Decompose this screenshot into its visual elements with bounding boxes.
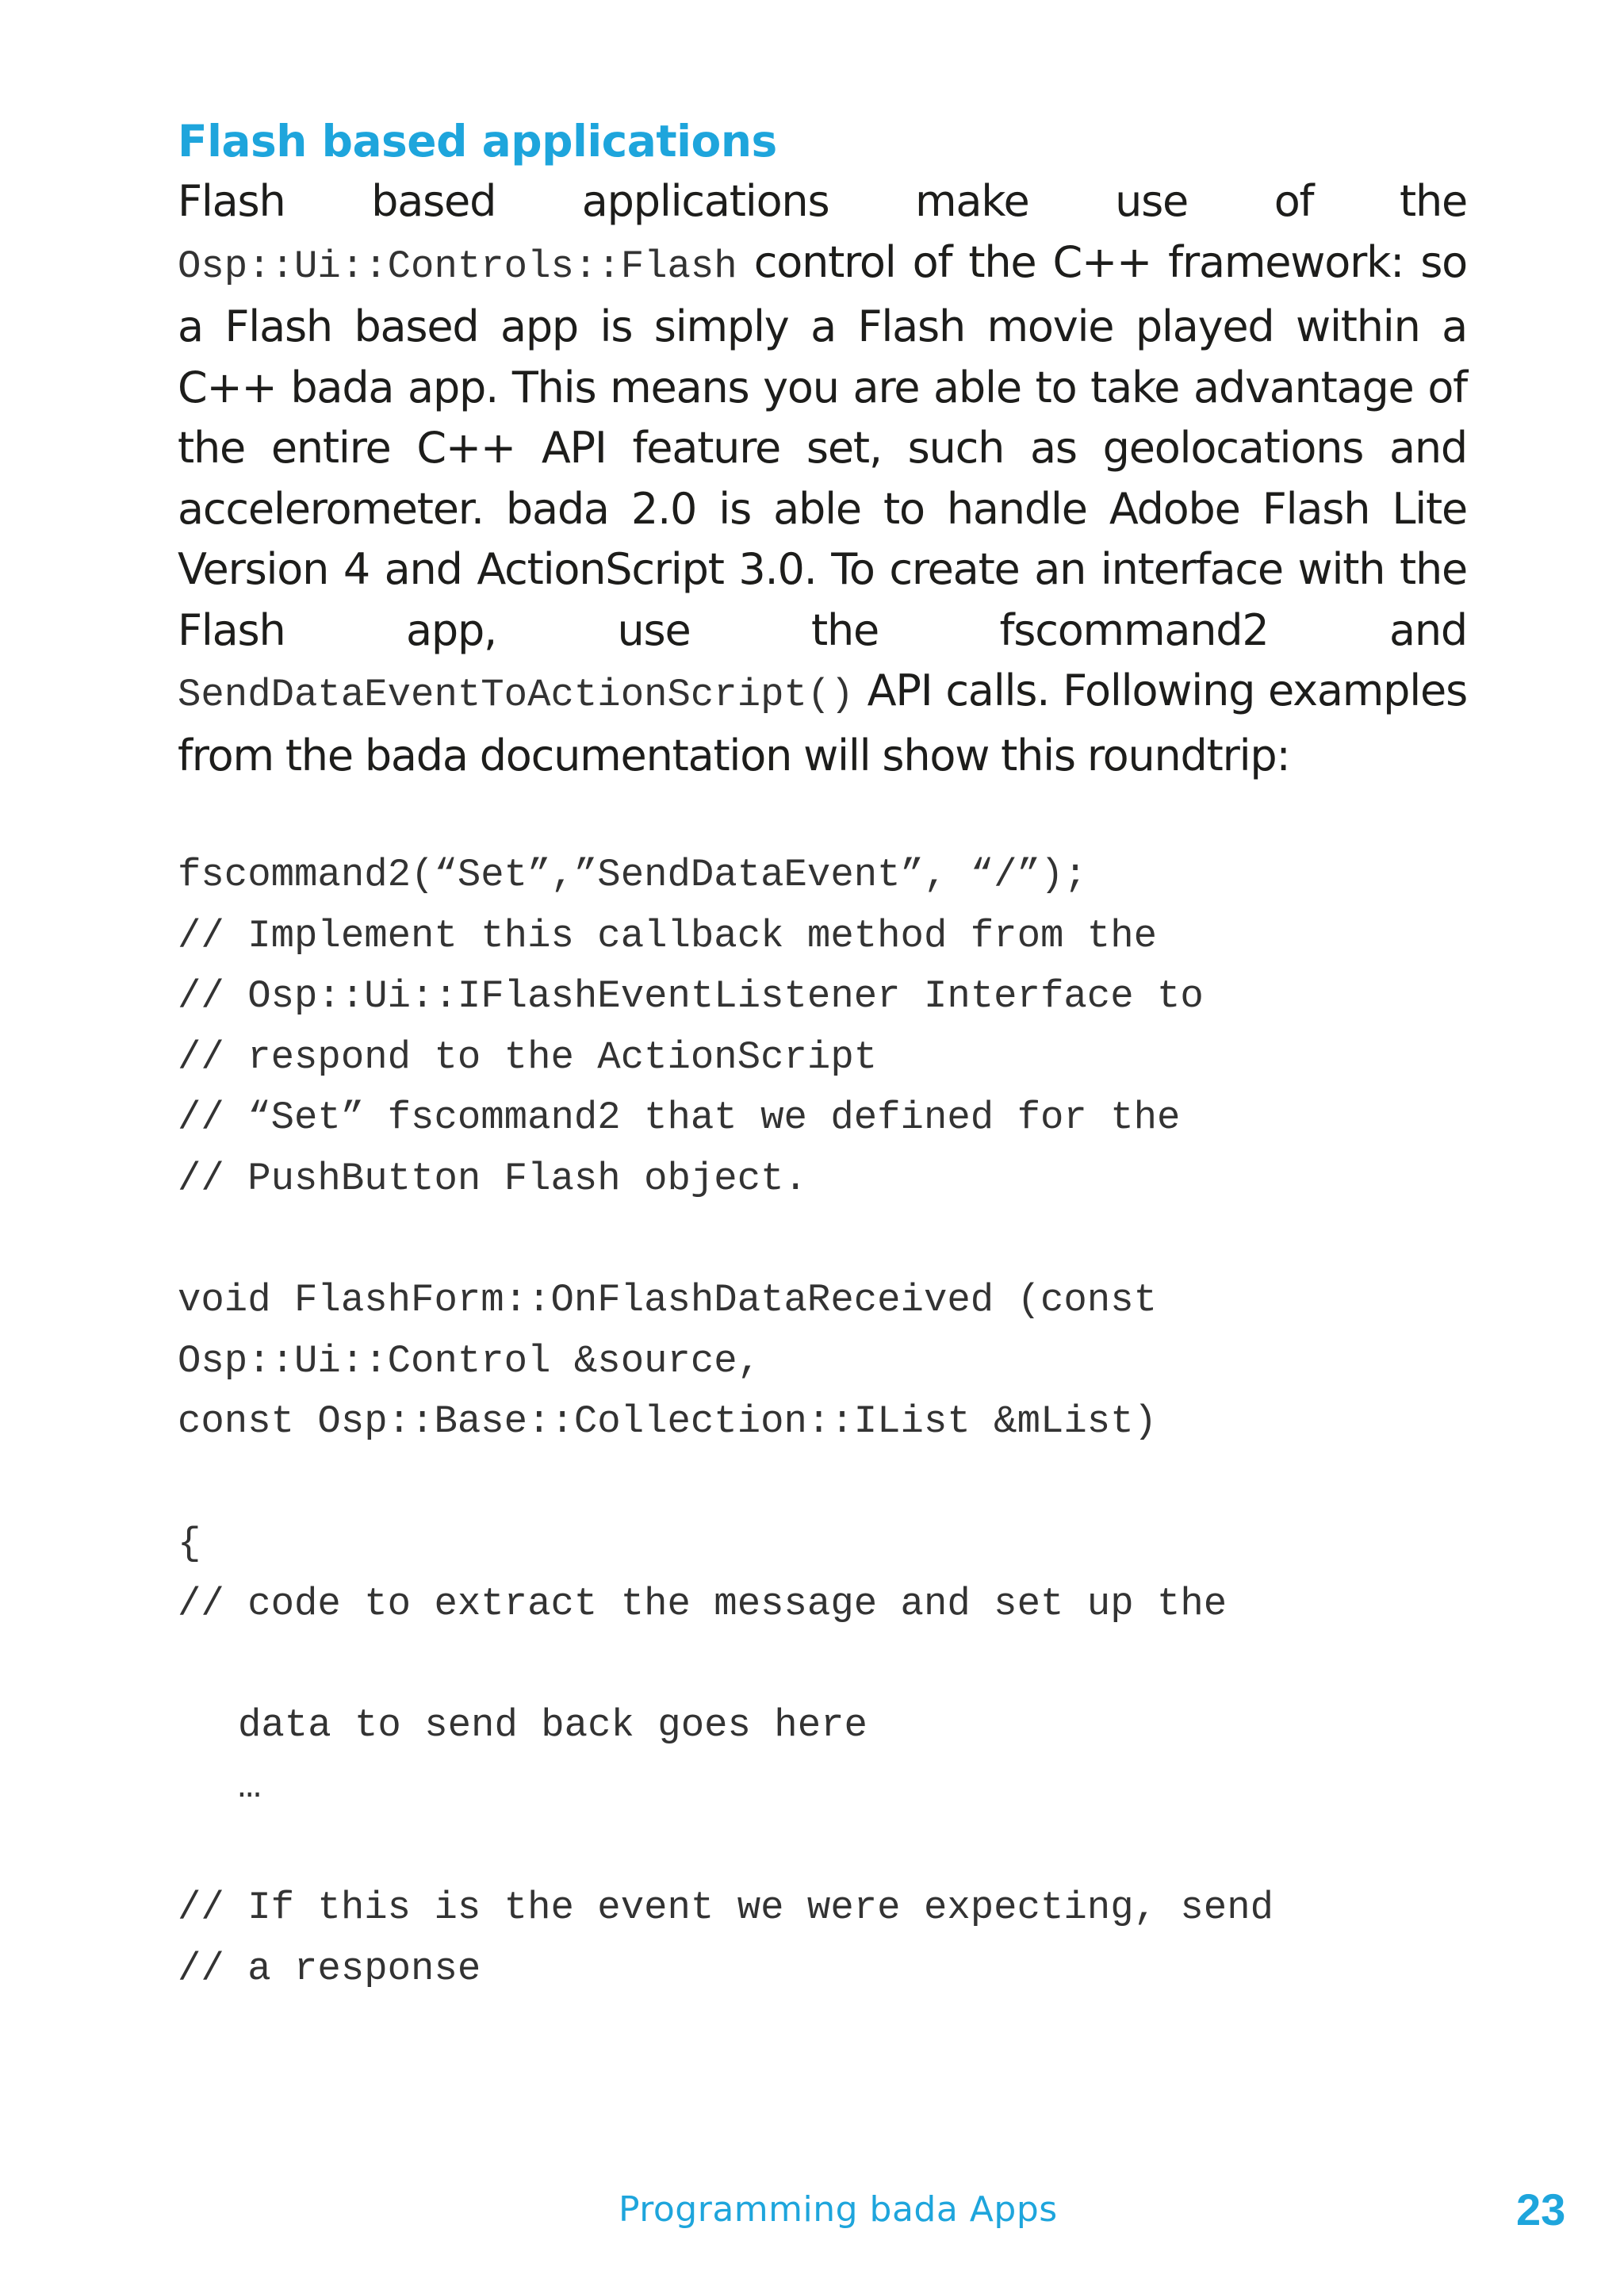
section-heading: Flash based applications [178,116,777,167]
inline-code-flash-control: Osp::Ui::Controls::Flash [178,244,737,289]
paragraph-text-1: Flash based applications make use of the [178,176,1467,226]
page-content [178,111,1467,786]
code-line: const Osp::Base::Collection::IList &mList) [178,1399,1158,1444]
code-line: // Osp::Ui::IFlashEventListener Interface to [178,974,1204,1019]
footer-book-title: Programming bada Apps [619,2189,1058,2230]
code-line: … [238,1763,262,1809]
code-line: { [178,1521,201,1566]
code-line: // a response [178,1946,481,1991]
code-line: fscommand2(“Set”,”SendDataEvent”, “/”); [178,853,1087,897]
code-line: Osp::Ui::Control &source, [178,1338,761,1383]
body-paragraph [178,171,1467,786]
page-number: 23 [1516,2185,1566,2234]
code-line [178,1210,1274,1271]
code-line [178,1817,1274,1878]
code-line: // code to extract the message and set up the [178,1582,1228,1627]
code-line: // “Set” fscommand2 that we defined for the [178,1095,1181,1141]
code-line: void FlashForm::OnFlashDataReceived (const [178,1278,1158,1323]
code-listing [178,845,1274,1999]
code-line: data to send back goes here [238,1703,868,1748]
code-line [178,1635,1274,1696]
code-line [178,1452,1274,1513]
paragraph-text-3: API calls. Following examples from the bada documentation will show this roundtrip: [178,666,1467,781]
code-line: // Implement this callback method from the [178,913,1158,958]
code-line: // respond to the ActionScript [178,1034,878,1080]
code-line: // If this is the event we were expecting, send [178,1885,1274,1931]
inline-code-send-data-event: SendDataEventToActionScript() [178,673,854,717]
paragraph-text-2: control of the C++ framework: so a Flash based app is simply a Flash movie played within a C++ bada app. This means you are able to take advantage of the entire C++ API feature set, such as geolocations and accelerometer. bada 2.0 is able to handle Adobe Flash Lite Version 4 and ActionScript 3.0. To create an interface with the Flash app, use the fscommand2 and [178,236,1467,655]
code-line: // PushButton Flash object. [178,1156,807,1201]
